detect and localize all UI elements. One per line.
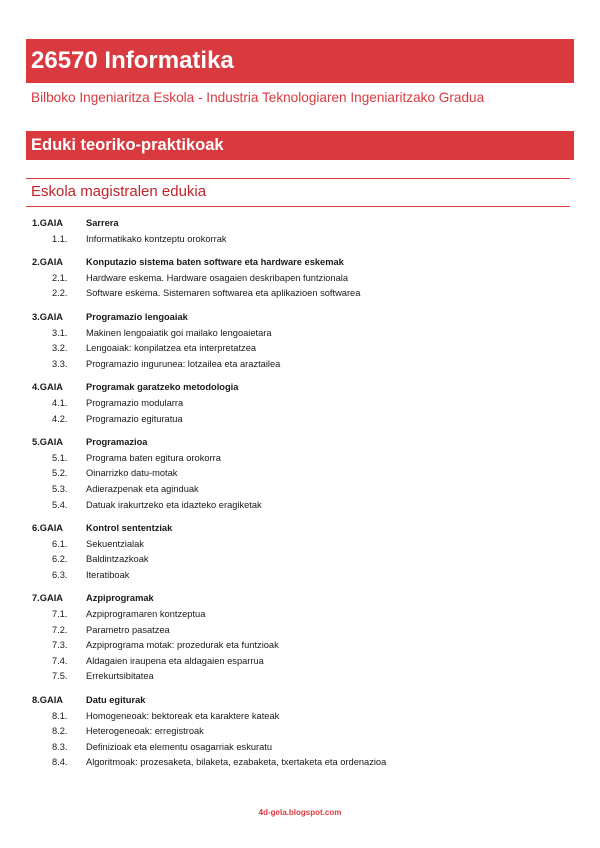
subsection-title: Eskola magistralen edukia xyxy=(31,183,207,200)
subtopic-number: 3.1. xyxy=(52,327,68,338)
topic-number: 1.GAIA xyxy=(32,218,63,228)
subtopic-text: Programazio ingurunea: lotzailea eta araztailea xyxy=(86,358,281,369)
topic-number: 2.GAIA xyxy=(32,257,63,268)
topic-number: 3.GAIA xyxy=(32,311,63,322)
subtopic-text: Software eskema. Sistemaren softwarea eta aplikazioen softwarea xyxy=(86,288,361,299)
topic-header xyxy=(0,521,600,537)
subtopic-item xyxy=(0,654,600,670)
subtopic-item xyxy=(0,271,600,287)
topic-block xyxy=(0,693,600,771)
topic-header xyxy=(0,255,600,271)
topic-header xyxy=(0,435,600,451)
course-subtitle: Bilboko Ingeniaritza Eskola - Industria Teknologiaren Ingeniaritzako Gradua xyxy=(31,90,485,105)
subtopic-item xyxy=(0,709,600,725)
subtopic-item xyxy=(0,755,600,771)
subtopic-number: 1.1. xyxy=(52,233,68,244)
subtopic-text: Baldintzazkoak xyxy=(86,554,149,565)
subtopic-item xyxy=(0,286,600,302)
subtopic-item xyxy=(0,740,600,756)
subsection-bottom-rule xyxy=(26,206,570,207)
subtopic-text: Makinen lengoaiatik goi mailako lengoaietara xyxy=(86,327,272,338)
topic-header xyxy=(0,310,600,326)
subtopic-text: Azpiprogramaren kontzeptua xyxy=(86,609,206,620)
subtopic-item xyxy=(0,724,600,740)
topic-title: Konputazio sistema baten software eta hardware eskemak xyxy=(86,257,344,268)
subtopic-text: Adierazpenak eta aginduak xyxy=(86,483,199,494)
subtopic-text: Hardware eskema. Hardware osagaien deskribapen funtzionala xyxy=(86,272,349,283)
subtopic-item xyxy=(0,482,600,498)
subtopic-number: 5.3. xyxy=(52,483,68,494)
subtopic-item xyxy=(0,537,600,553)
subtopic-text: Parametro pasatzea xyxy=(86,624,170,635)
subtopic-text: Lengoaiak: konpilatzea eta interpretatzea xyxy=(86,343,257,354)
topic-number: 5.GAIA xyxy=(32,437,63,448)
subtopic-number: 5.1. xyxy=(52,452,68,463)
topic-block xyxy=(0,435,600,513)
subtopic-text: Programazio egituratua xyxy=(86,413,183,424)
topic-number: 6.GAIA xyxy=(32,523,63,534)
topic-block xyxy=(0,591,600,685)
subtopic-item xyxy=(0,466,600,482)
subtopic-item xyxy=(0,451,600,467)
topic-header xyxy=(0,216,600,232)
subtopic-number: 6.2. xyxy=(52,554,68,565)
topic-header xyxy=(0,591,600,607)
subtopic-number: 5.2. xyxy=(52,468,68,479)
subtopic-item xyxy=(0,232,600,248)
topic-block xyxy=(0,310,600,372)
subtopic-item xyxy=(0,623,600,639)
subsection-top-rule xyxy=(26,178,570,179)
subtopic-item xyxy=(0,326,600,342)
subtopic-text: Datuak irakurtzeko eta idazteko eragiketak xyxy=(86,499,262,510)
subtopic-text: Heterogeneoak: erregistroak xyxy=(86,726,204,737)
subtopic-item xyxy=(0,638,600,654)
topic-title: Azpiprogramak xyxy=(86,593,154,604)
subtopic-number: 8.4. xyxy=(52,757,68,768)
subtopic-number: 6.1. xyxy=(52,538,68,549)
subtopic-text: Sekuentzialak xyxy=(86,538,144,549)
subtopic-item xyxy=(0,412,600,428)
subtopic-text: Homogeneoak: bektoreak eta karaktere kateak xyxy=(86,710,280,721)
subtopic-text: Iteratiboak xyxy=(86,569,130,580)
subtopic-text: Programa baten egitura orokorra xyxy=(86,452,221,463)
subtopic-item xyxy=(0,552,600,568)
subtopic-text: Algoritmoak: prozesaketa, bilaketa, ezabaketa, txertaketa eta ordenazioa xyxy=(86,757,387,768)
subtopic-number: 5.4. xyxy=(52,499,68,510)
subtopic-number: 7.1. xyxy=(52,609,68,620)
subtopic-number: 3.3. xyxy=(52,358,68,369)
topic-title: Programazioa xyxy=(86,437,148,448)
topic-block xyxy=(0,216,600,247)
subtopic-text: Oinarrizko datu-motak xyxy=(86,468,178,479)
topic-header xyxy=(0,380,600,396)
subtopic-text: Azpiprograma motak: prozedurak eta funtzioak xyxy=(86,640,279,651)
subtopic-number: 8.2. xyxy=(52,726,68,737)
subtopic-item xyxy=(0,341,600,357)
subtopic-number: 7.3. xyxy=(52,640,68,651)
topic-number: 4.GAIA xyxy=(32,382,63,393)
subtopic-item xyxy=(0,568,600,584)
subtopic-item xyxy=(0,498,600,514)
subtopic-item xyxy=(0,669,600,685)
footer-link[interactable]: 4d-gela.blogspot.com xyxy=(258,808,342,817)
topic-title: Kontrol sententziak xyxy=(86,523,173,534)
subtopic-number: 7.4. xyxy=(52,655,68,666)
subtopic-number: 2.1. xyxy=(52,272,68,283)
subtopic-number: 8.3. xyxy=(52,741,68,752)
topic-title: Sarrera xyxy=(86,218,119,228)
subtopic-number: 7.2. xyxy=(52,624,68,635)
topic-block xyxy=(0,255,600,302)
topic-header xyxy=(0,693,600,709)
subtopic-number: 4.2. xyxy=(52,413,68,424)
topic-number: 7.GAIA xyxy=(32,593,63,604)
topic-title: Programak garatzeko metodologia xyxy=(86,382,239,393)
topic-number: 8.GAIA xyxy=(32,695,63,706)
subtopic-text: Definizioak eta elementu osagarriak eskuratu xyxy=(86,741,273,752)
subtopic-number: 3.2. xyxy=(52,343,68,354)
subtopic-number: 6.3. xyxy=(52,569,68,580)
course-title-banner xyxy=(26,39,574,83)
section-title: Eduki teoriko-praktikoak xyxy=(31,136,224,154)
course-title: 26570 Informatika xyxy=(31,47,234,74)
subtopic-text: Errekurtsibitatea xyxy=(86,671,154,682)
subtopic-item xyxy=(0,357,600,373)
subtopic-number: 8.1. xyxy=(52,710,68,721)
subtopic-item xyxy=(0,396,600,412)
topic-title: Programazio lengoaiak xyxy=(86,311,188,322)
subtopic-text: Informatikako kontzeptu orokorrak xyxy=(86,233,227,244)
subtopic-number: 2.2. xyxy=(52,288,68,299)
subtopic-number: 7.5. xyxy=(52,671,68,682)
section-banner xyxy=(26,131,574,160)
topic-block xyxy=(0,521,600,583)
topic-block xyxy=(0,380,600,427)
subtopic-item xyxy=(0,607,600,623)
topic-title: Datu egiturak xyxy=(86,695,146,706)
subtopic-text: Aldagaien iraupena eta aldagaien esparrua xyxy=(86,655,264,666)
subtopic-number: 4.1. xyxy=(52,397,68,408)
topic-list xyxy=(0,216,600,779)
subtopic-text: Programazio modularra xyxy=(86,397,184,408)
